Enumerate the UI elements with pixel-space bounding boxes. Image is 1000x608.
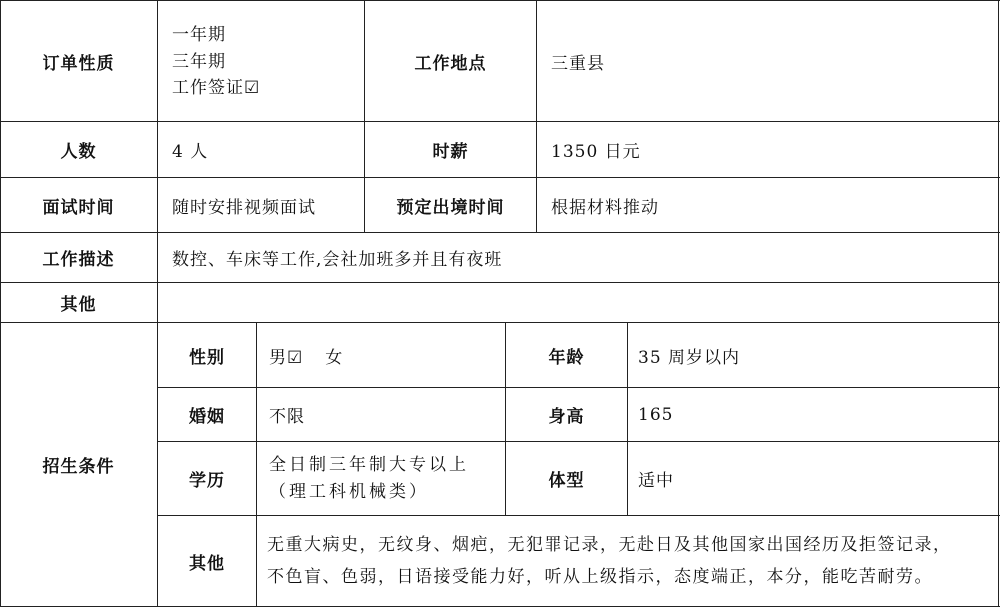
education-value xyxy=(257,442,505,515)
marriage-label: 婚姻 xyxy=(189,407,225,427)
age-label: 年龄 xyxy=(548,347,585,368)
work-location-label: 工作地点 xyxy=(414,53,487,74)
interview-time-label: 面试时间 xyxy=(42,197,115,218)
height-value: 165 xyxy=(638,404,674,425)
other-label: 其他 xyxy=(60,295,97,315)
gender-male-checked: 男☑ xyxy=(269,347,304,368)
job-description-value: 数控、车床等工作,会社加班多并且有夜班 xyxy=(172,250,503,270)
order-nature-options xyxy=(158,14,364,110)
table-border-bottom xyxy=(0,606,1000,607)
age-value: 35 周岁以内 xyxy=(638,347,741,368)
requirements-line-2: 不色盲、色弱，日语接受能力好，听从上级指示，态度端正，本分，能吃苦耐劳。 xyxy=(267,567,933,587)
departure-time-label: 预定出境时间 xyxy=(396,197,505,218)
headcount-value: 4 人 xyxy=(172,142,209,162)
marriage-value: 不限 xyxy=(269,407,305,427)
other-requirements-label: 其他 xyxy=(189,553,225,574)
requirements-line-1: 无重大病史，无纹身、烟疤，无犯罪记录，无赴日及其他国家出国经历及拒签记录， xyxy=(267,534,952,555)
hourly-wage-value: 1350 日元 xyxy=(551,142,641,162)
hourly-wage-label: 时薪 xyxy=(432,142,469,162)
option-one-year: 一年期 xyxy=(172,25,226,46)
option-work-visa: 工作签证☑ xyxy=(172,78,261,99)
body-type-value: 适中 xyxy=(638,471,674,491)
other-requirements-value xyxy=(257,516,998,606)
departure-time-value: 根据材料推动 xyxy=(551,197,659,218)
height-label: 身高 xyxy=(548,407,585,427)
education-label: 学历 xyxy=(189,471,225,491)
headcount-label: 人数 xyxy=(60,142,97,162)
option-three-year: 三年期 xyxy=(172,51,226,72)
education-line-1: 全日制三年制大专以上 xyxy=(269,455,469,476)
table-border-right xyxy=(998,0,999,607)
interview-time-value: 随时安排视频面试 xyxy=(172,197,316,218)
education-line-2: （理工科机械类） xyxy=(269,481,429,502)
gender-value xyxy=(257,323,505,387)
gender-label: 性别 xyxy=(189,347,225,368)
recruit-conditions-label: 招生条件 xyxy=(42,457,115,477)
other-value xyxy=(158,283,998,322)
body-type-label: 体型 xyxy=(548,471,585,491)
order-nature-label: 订单性质 xyxy=(42,53,115,74)
job-description-label: 工作描述 xyxy=(42,250,115,270)
work-location-value: 三重县 xyxy=(551,53,605,74)
gender-female: 女 xyxy=(325,347,344,368)
